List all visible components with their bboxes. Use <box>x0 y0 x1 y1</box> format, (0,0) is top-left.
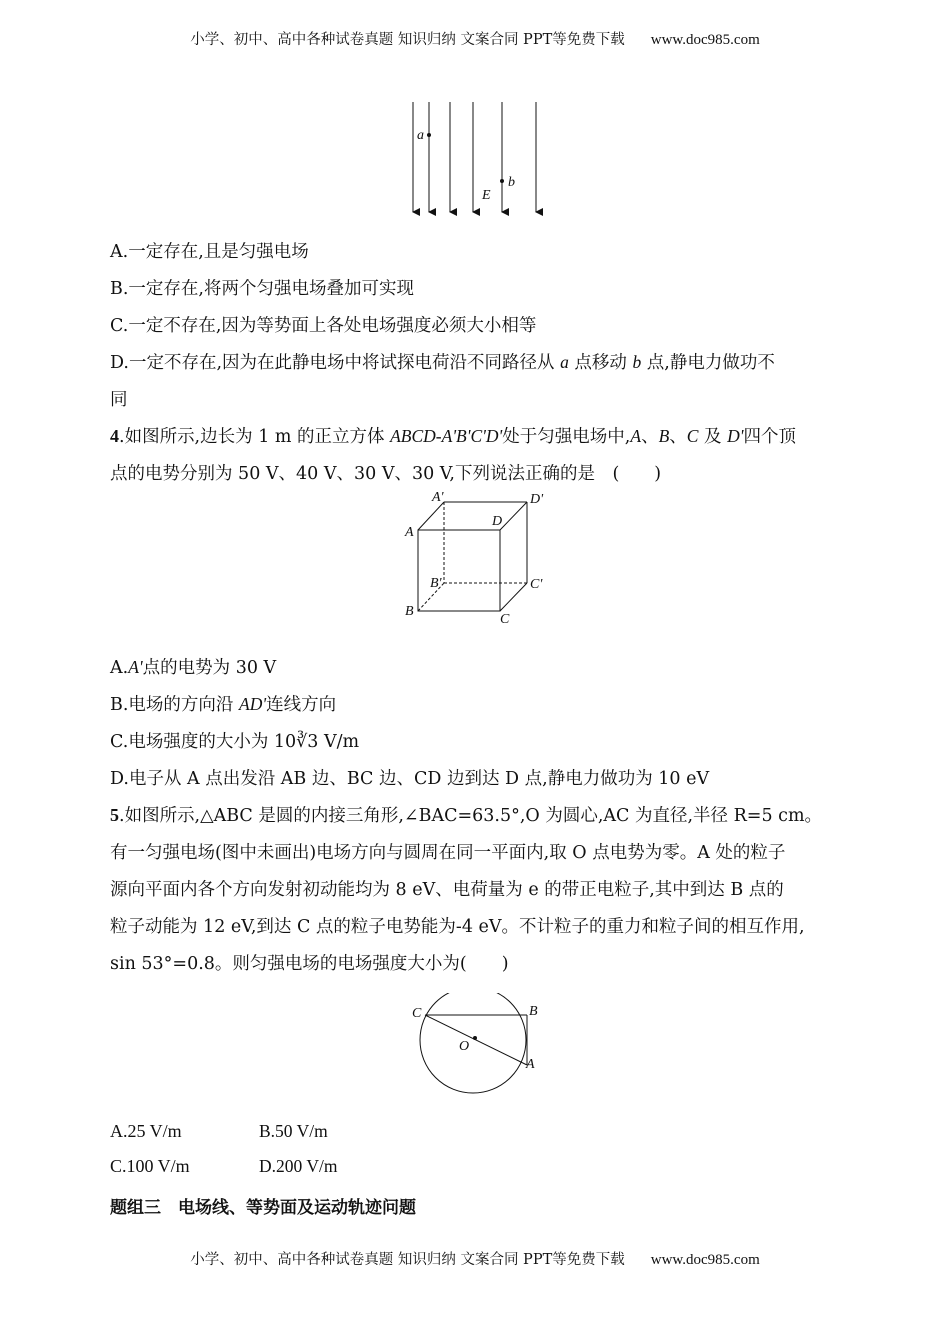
circle <box>420 993 526 1093</box>
var: AD' <box>239 694 267 714</box>
text: .如图所示,△ABC 是圆的内接三角形,∠BAC=63.5°,O 为圆心,AC 为直径,半径 R=5 cm。 <box>119 806 823 826</box>
q4-option-b <box>110 691 336 716</box>
text: 处于匀强电场中, <box>502 427 631 447</box>
q5-stem-line5: sin 53°=0.8。则匀强电场的电场强度大小为( ) <box>110 954 509 974</box>
cube-edge <box>500 583 527 611</box>
text: A. <box>110 658 129 678</box>
q4-stem-line1 <box>110 423 796 448</box>
text: 、 <box>641 427 659 447</box>
var: D' <box>727 426 744 446</box>
header-url[interactable]: www.doc985.com <box>650 32 760 48</box>
q3-option-a: A.一定存在,且是匀强电场 <box>110 242 309 262</box>
text: 连线方向 <box>266 695 337 715</box>
q3-option-b: B.一定存在,将两个匀强电场叠加可实现 <box>110 279 414 299</box>
q5-option-a: A.25 V/m <box>110 1121 182 1141</box>
var: C <box>686 426 699 446</box>
text: 点的电势为 30 V <box>142 658 277 678</box>
footer-url[interactable]: www.doc985.com <box>650 1252 760 1268</box>
var-b: b <box>632 352 642 372</box>
text: 、 <box>669 427 687 447</box>
var: ABCD-A'B'C'D' <box>390 426 503 446</box>
q3-option-d <box>110 349 775 374</box>
q5-stem-line1 <box>110 802 822 827</box>
cube-edge <box>500 502 527 530</box>
footer-text: 小学、初中、高中各种试卷真题 知识归纳 文案合同 PPT等免费下载 <box>190 1252 625 1268</box>
label-D1: D' <box>530 492 544 507</box>
q5-stem-line3: 源向平面内各个方向发射初动能均为 8 eV、电荷量为 e 的带正电粒子,其中到达 B 点的 <box>110 880 784 900</box>
q5-option-c: C.100 V/m <box>110 1156 190 1176</box>
text: 四个顶 <box>743 427 796 447</box>
cube-figure <box>400 487 560 627</box>
q5-option-b: B.50 V/m <box>259 1121 328 1141</box>
label-B1: B' <box>430 576 442 591</box>
text: 及 <box>698 427 728 447</box>
text: .如图所示,边长为 1 m 的正立方体 <box>119 427 391 447</box>
label-A1: A' <box>432 490 444 505</box>
text: 点移动 <box>568 353 633 373</box>
q4-option-c: C.电场强度的大小为 10∛3 V/m <box>110 732 360 752</box>
q3-option-c: C.一定不存在,因为等势面上各处电场强度必须大小相等 <box>110 316 537 336</box>
label-A: A <box>405 525 414 540</box>
var: A <box>630 426 642 446</box>
q4-option-d: D.电子从 A 点出发沿 AB 边、BC 边、CD 边到达 D 点,静电力做功为 10 eV <box>110 769 710 789</box>
label-E: E <box>482 188 491 203</box>
label-B: B <box>529 1004 538 1019</box>
label-a: a <box>417 128 424 143</box>
point-a <box>427 133 431 137</box>
label-C: C <box>500 612 510 627</box>
cube-edge <box>418 502 444 530</box>
var: A' <box>128 657 143 677</box>
header-text: 小学、初中、高中各种试卷真题 知识归纳 文案合同 PPT等免费下载 <box>190 32 625 48</box>
q5-option-d: D.200 V/m <box>259 1156 338 1176</box>
page-footer <box>0 1248 950 1269</box>
cube-front-face <box>418 530 500 611</box>
section-heading: 题组三 电场线、等势面及运动轨迹问题 <box>110 1198 416 1218</box>
label-C: C <box>412 1006 422 1021</box>
q4-stem-line2: 点的电势分别为 50 V、40 V、30 V、30 V,下列说法正确的是 ( ) <box>110 464 662 484</box>
text: D.一定不存在,因为在此静电场中将试探电荷沿不同路径从 <box>110 353 561 373</box>
label-B: B <box>405 604 414 619</box>
label-b: b <box>508 175 515 190</box>
label-O: O <box>459 1039 470 1054</box>
var: B <box>658 426 670 446</box>
segment-CA <box>425 1015 527 1065</box>
label-C1: C' <box>530 577 543 592</box>
field-lines-figure <box>400 100 550 218</box>
label-A: A <box>526 1057 535 1072</box>
question-number: 5 <box>110 805 119 825</box>
text: 点,静电力做功不 <box>641 353 775 373</box>
page-header <box>0 28 950 49</box>
var-a: a <box>560 352 569 372</box>
question-number: 4 <box>110 426 119 446</box>
label-D: D <box>492 514 503 529</box>
point-O <box>473 1036 477 1040</box>
q3-option-d-cont: 同 <box>110 390 128 410</box>
point-b <box>500 179 504 183</box>
q5-stem-line4: 粒子动能为 12 eV,到达 C 点的粒子电势能为-4 eV。不计粒子的重力和粒子间的相互作用, <box>110 917 805 937</box>
q5-stem-line2: 有一匀强电场(图中未画出)电场方向与圆周在同一平面内,取 O 点电势为零。A 处的粒子 <box>110 843 786 863</box>
text: B.电场的方向沿 <box>110 695 239 715</box>
q4-option-a <box>110 654 276 679</box>
circle-figure <box>405 993 555 1098</box>
